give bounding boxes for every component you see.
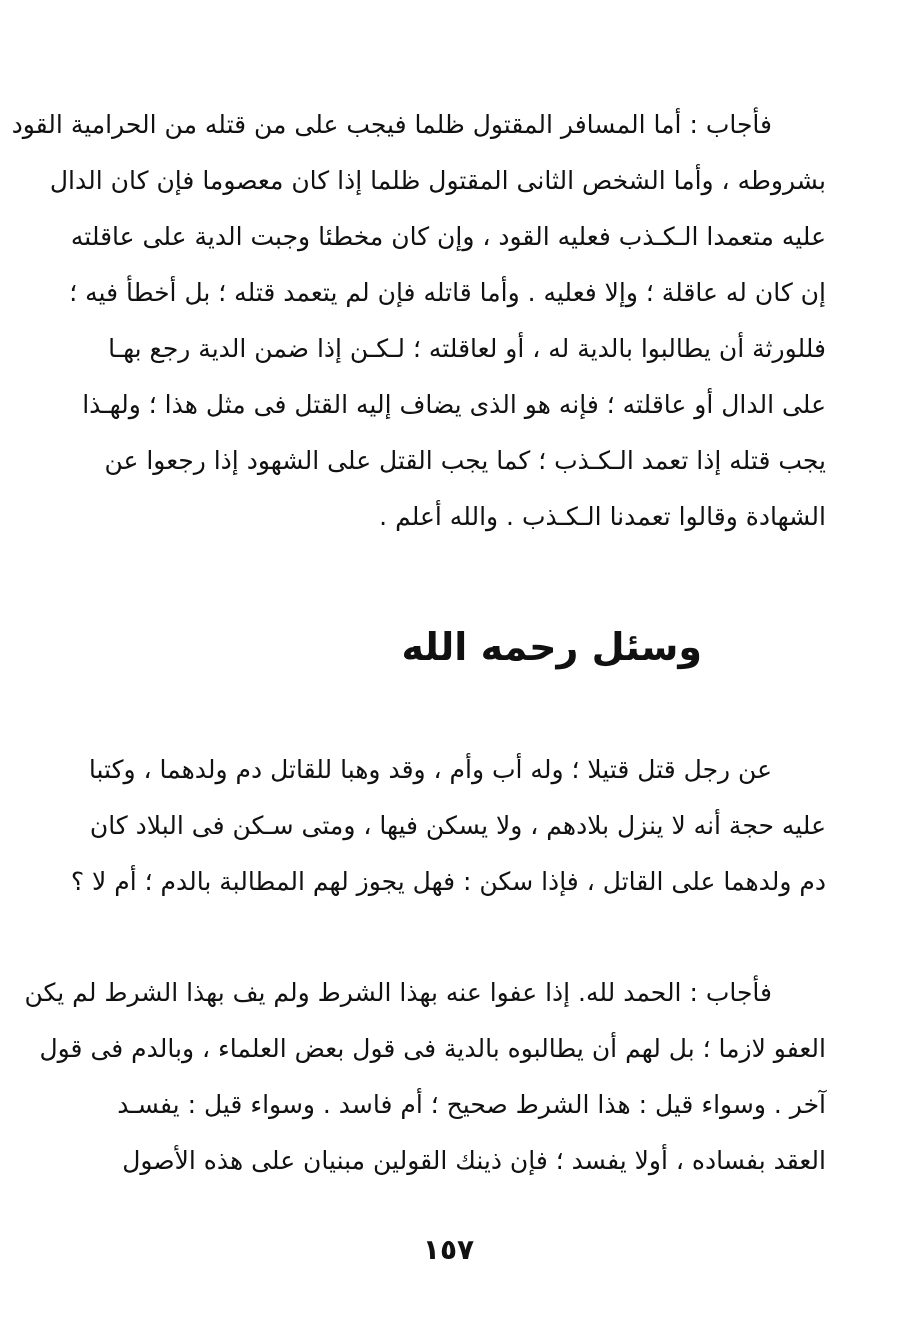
text-line: فأجاب : أما المسافر المقتول ظلما فيجب على من قتله من الحرامية القود — [11, 110, 772, 139]
text-line: على الدال أو عاقلته ؛ فإنه هو الذى يضاف إليه القتل فى مثل هذا ؛ ولهـذا — [82, 390, 826, 419]
text-line: العقد بفساده ، أولا يفسد ؛ فإن ذينك القولين مبنيان على هذه الأصول — [122, 1146, 826, 1175]
text-line: العفو لازما ؛ بل لهم أن يطالبوه بالدية فى قول بعض العلماء ، وبالدم فى قول — [39, 1034, 826, 1063]
text-line: عليه حجة أنه لا ينزل بلادهم ، ولا يسكن فيها ، ومتى سـكن فى البلاد كان — [89, 811, 826, 840]
answer-paragraph-1 — [11, 97, 826, 545]
text-line: إن كان له عاقلة ؛ وإلا فعليه . وأما قاتله فإن لم يتعمد قتله ؛ بل أخطأ فيه ؛ — [69, 278, 826, 307]
text-line: يجب قتله إذا تعمد الـكـذب ؛ كما يجب القتل على الشهود إذا رجعوا عن — [104, 446, 826, 475]
answer-paragraph-2 — [24, 965, 826, 1189]
section-heading: وسئل رحمه الله — [401, 625, 702, 669]
text-line: عليه متعمدا الـكـذب فعليه القود ، وإن كان مخطئا وجبت الدية على عاقلته — [70, 222, 826, 251]
text-line: فللورثة أن يطالبوا بالدية له ، أو لعاقلته ؛ لـكـن إذا ضمن الدية رجع بهـا — [108, 334, 826, 363]
text-line: بشروطه ، وأما الشخص الثانى المقتول ظلما إذا كان معصوما فإن كان الدال — [49, 166, 826, 195]
text-line: فأجاب : الحمد لله. إذا عفوا عنه بهذا الشرط ولم يف بهذا الشرط لم يكن — [24, 978, 772, 1007]
text-line: الشهادة وقالوا تعمدنا الـكـذب . والله أعلم . — [379, 502, 826, 531]
text-line: عن رجل قتل قتيلا ؛ وله أب وأم ، وقد وهبا للقاتل دم ولدهما ، وكتبا — [88, 755, 772, 784]
page-number: ١٥٧ — [422, 1233, 475, 1266]
text-line: دم ولدهما على القاتل ، فإذا سكن : فهل يجوز لهم المطالبة بالدم ؛ أم لا ؟ — [70, 867, 826, 896]
question-paragraph — [70, 742, 826, 910]
text-line: آخر . وسواء قيل : هذا الشرط صحيح ؛ أم فاسد . وسواء قيل : يفسـد — [117, 1090, 826, 1119]
